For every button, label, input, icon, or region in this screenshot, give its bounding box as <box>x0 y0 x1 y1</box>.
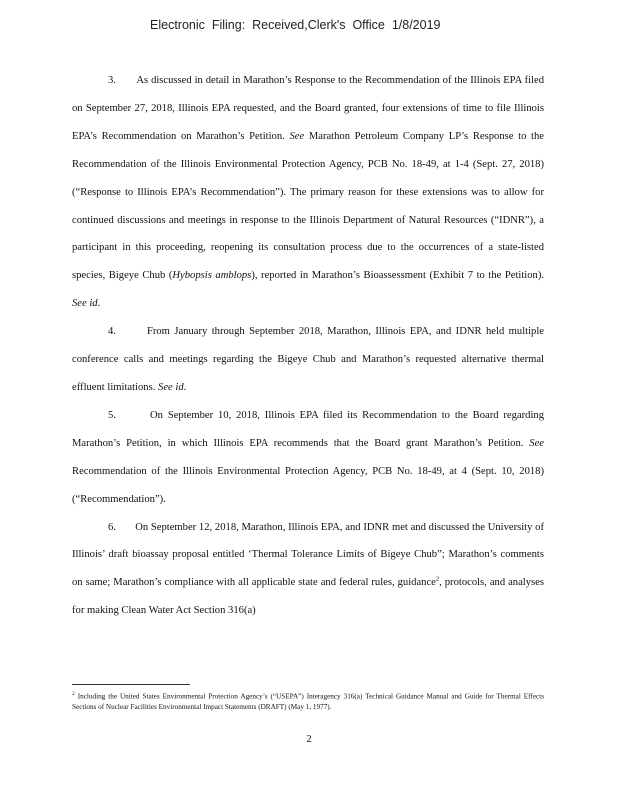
footnote-marker: 2 <box>72 691 75 697</box>
citation-signal: See <box>289 130 305 142</box>
citation-signal: See id <box>72 298 98 310</box>
paragraph-5 <box>72 402 544 514</box>
document-body <box>72 67 544 625</box>
footnote-text: Including the United States Environmental Protection Agency’s (“USEPA”) Interagency 316(a) Technical Guidance Manual and Guide for Thermal Effects Sections of Nuclear Facilities Environmental Impact Statements (DRAFT) (May 1, 1977). <box>72 692 544 711</box>
citation-signal: See <box>529 437 544 449</box>
paragraph-text: Marathon Petroleum Company LP’s Response to the Recommendation of the Illinois Environmental Protection Agency, PCB No. 18-49, at 1-4 (Sept. 27, 2018) (“Response to Illinois EPA’s Recommendation”). The primary reason for these extensions was to allow for continued discussions and meetings in response to the Illinois Department of Natural Resources (“IDNR”), a participant in this proceeding, reopening its consultation process due to the occurrences of a state-listed species, Bigeye Chub ( <box>72 130 544 282</box>
paragraph-6 <box>72 514 544 626</box>
footnote-reference: 2 <box>435 575 440 583</box>
paragraph-text: ), reported in Marathon’s Bioassessment (Exhibit 7 to the Petition). <box>251 270 545 282</box>
paragraph-number: 5. <box>108 409 116 421</box>
paragraph-number: 3. <box>108 75 116 86</box>
species-name: Hybopsis amblops <box>172 270 252 282</box>
paragraph-number: 4. <box>108 326 116 338</box>
page-number: 2 <box>306 734 312 745</box>
paragraph-text: , protocols, and analyses for making Clean Water Act Section 316(a) <box>72 577 544 617</box>
footnote-divider <box>72 684 190 685</box>
header-text: Electronic Filing: Received,Clerk's Office 1/8/2019 <box>150 18 441 32</box>
paragraph-text: On September 12, 2018, Marathon, Illinois EPA, and IDNR met and discussed the University of Illinois’ draft bioassay proposal entitled ‘Thermal Tolerance Limits of Bigeye Chub”; Marathon’s comments on same; Marathon’s compliance with all applicable state and federal rules, guidance <box>72 521 544 589</box>
paragraph-4 <box>72 318 544 402</box>
paragraph-3 <box>72 67 544 318</box>
paragraph-text: From January through September 2018, Marathon, Illinois EPA, and IDNR held multiple conference calls and meetings regarding the Bigeye Chub and Marathon’s requested alternative thermal effluent limitations. <box>72 326 544 393</box>
paragraph-text: On September 10, 2018, Illinois EPA filed its Recommendation to the Board regarding Marathon’s Petition, in which Illinois EPA recommends that the Board grant Marathon’s Petition. <box>72 409 544 449</box>
paragraph-text: . <box>97 298 101 310</box>
paragraph-text: Recommendation of the Illinois Environmental Protection Agency, PCB No. 18-49, at 4 (Sept. 10, 2018) (“Recommendation”). <box>72 465 544 505</box>
paragraph-text: As discussed in detail in Marathon’s Response to the Recommendation of the Illinois EPA filed on September 27, 2018, Illinois EPA requested, and the Board granted, four extensions of time to file Illinois EPA’s Recommendation on Marathon’s Petition. <box>72 75 545 142</box>
paragraph-number: 6. <box>108 521 116 533</box>
paragraph-text: . <box>183 381 187 393</box>
citation-signal: See id <box>158 381 184 393</box>
electronic-filing-header <box>150 18 470 32</box>
footnote <box>72 689 544 712</box>
